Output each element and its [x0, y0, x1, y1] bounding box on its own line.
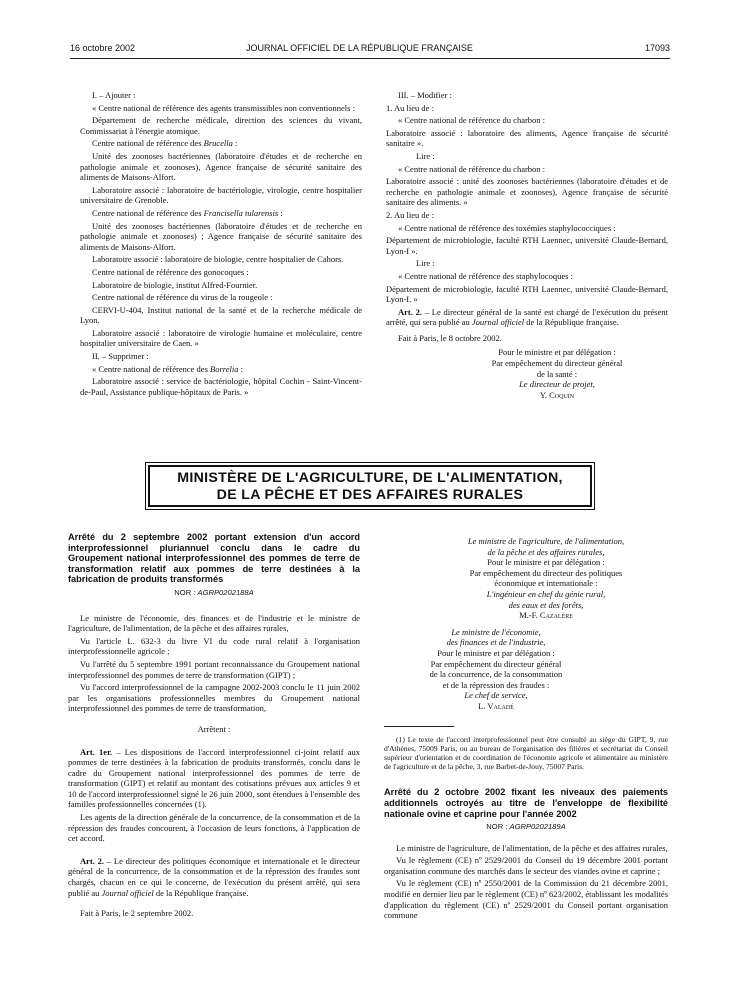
arrete-2-title: Arrêté du 2 octobre 2002 fixant les niveaux des paiements additionnels octroyés au titre de l'enveloppe de flexibilité nationale ovine et caprine pour l'année 2002 — [384, 787, 668, 819]
text-paragraph: 1. Au lieu de : — [386, 102, 434, 113]
text-paragraph: Laboratoire de biologie, institut Alfred-Fournier. — [92, 279, 258, 290]
text-paragraph: Vu le règlement (CE) nº 2550/2001 de la Commission du 21 décembre 2001, modifié en dernier lieu par le règlement (CE) nº 623/2002, établissant les modalités d'application du règlement (CE) nº 2529/2001 du Conseil portant organisation commune — [384, 878, 668, 921]
text-paragraph: Laboratoire associé : laboratoire de biologie, centre hospitalier de Cahors. — [92, 254, 344, 265]
text-paragraph: Centre national de référence des gonocoques : — [92, 266, 249, 277]
top-signature-block — [386, 347, 668, 400]
top-right-column — [386, 90, 668, 400]
nor-label: NOR : — [486, 822, 508, 832]
text-paragraph: Laboratoire associé : service de bactériologie, hôpital Cochin - Saint-Vincent-de-Paul, Assistance publique-hôpitaux de Paris. » — [80, 376, 362, 397]
footnote: (1) Le texte de l'accord interprofessionnel peut être consulté au siège du GIPT, 9, rue d'Athènes, 75009 Paris, ou au bureau de l'organisation des filières et secrétariat du Conseil supérieur d'orientation et de coordination de l'économie agricole et alimentaire au ministère de l'agriculture et de la pêche, 3, rue Barbet-de-Jouy, 75007 Paris. — [384, 734, 668, 772]
text-paragraph: Département de recherche médicale, direction des sciences du vivant, Commissariat à l'énergie atomique. — [80, 115, 362, 136]
arrete-1-nor — [68, 588, 360, 599]
signatory-name: L. Valadé — [478, 700, 514, 711]
signature-line: économique et internationale : — [494, 578, 598, 589]
signature-line: de la pêche et des affaires rurales, — [487, 546, 605, 557]
header-page-number: 17093 — [644, 43, 670, 53]
text-paragraph: Centre national de référence des Francisella tularensis : — [92, 207, 283, 218]
ministry-heading-box — [148, 465, 592, 507]
header-journal-title: JOURNAL OFFICIEL DE LA RÉPUBLIQUE FRANÇAISE — [246, 43, 473, 53]
signature-line: de la santé : — [536, 368, 578, 379]
signature-title: Le directeur de projet, — [519, 379, 595, 390]
text-paragraph: Le ministre de l'agriculture, de l'alimentation, de la pêche et des affaires rurales, — [396, 842, 668, 853]
top-left-column — [80, 90, 362, 399]
signature-line: Le ministre de l'économie, — [451, 626, 541, 637]
text-paragraph: Vu le règlement (CE) nº 2529/2001 du Conseil du 19 décembre 2001 portant organisation commune des marchés dans le secteur des viandes ovine et caprine ; — [384, 855, 668, 876]
text-paragraph: Vu l'article L. 632-3 du livre VI du code rural relatif à l'organisation interprofessionnelle agricole ; — [68, 635, 360, 657]
signature-line: Pour le ministre et par délégation : — [437, 647, 555, 658]
text-paragraph: « Centre national de référence des toxémies staphylococciques : — [398, 222, 616, 233]
text-paragraph: Département de microbiologie, faculté RTH Laennec, université Claude-Bernard, Lyon-I ». — [386, 235, 668, 256]
ministry-heading-line: MINISTÈRE DE L'AGRICULTURE, DE L'ALIMENTATION, — [177, 470, 563, 486]
text-paragraph: CERVI-U-404, Institut national de la santé et de la recherche médicale de Lyon. — [80, 304, 362, 326]
arrete-1-title: Arrêté du 2 septembre 2002 portant extension d'un accord interprofessionnel pluriannuel conclu dans le cadre du Groupement national interprofessionnel des pommes de terre de transformation relatif aux pommes de terre destinées à la fabrication de produits transformés — [68, 532, 360, 585]
section-supprimer: II. – Supprimer : — [92, 351, 149, 362]
signature-line: L'ingénieur en chef du génie rural, — [486, 588, 606, 599]
text-paragraph: « Centre national de référence du charbon : — [398, 163, 546, 174]
text-paragraph: « Centre national de référence des Borrelia : — [92, 363, 243, 374]
text-paragraph: 2. Au lieu de : — [386, 209, 434, 220]
signature-line: Par empêchement du directeur des politiques — [469, 567, 623, 578]
page-header — [70, 43, 670, 57]
text-paragraph: Vu l'accord interprofessionnel de la campagne 2002-2003 conclu le 11 juin 2002 par les organisations professionnelles membres du Groupement national interprofessionnel des pommes de terre de transformation, — [68, 682, 360, 714]
text-paragraph: Laboratoire associé : laboratoire des aliments, Agence française de sécurité sanitaire ». — [386, 127, 668, 149]
economy-signature-block — [384, 627, 668, 712]
text-paragraph: Laboratoire associé : laboratoire de bactériologie, virologie, centre hospitalier universitaire de Grenoble. — [80, 184, 362, 206]
text-paragraph: Unité des zoonoses bactériennes (laboratoire d'études et de recherche en pathologie animale et zoonoses) ; Agence française de sécurité sanitaire des aliments de Maisons-Alfort. — [80, 220, 362, 252]
header-date: 16 octobre 2002 — [70, 43, 136, 53]
signature-line: Par empêchement du directeur général — [491, 358, 623, 369]
text-paragraph: Laboratoire associé : unité des zoonoses bactériennes (laboratoire d'études et de recherche en pathologie animale et zoonoses), Agence française de sécurité sanitaire des aliments. » — [386, 176, 668, 208]
article-label: Art. 2. — [80, 855, 105, 866]
text-paragraph: Centre national de référence des Brucella : — [92, 138, 238, 149]
text-paragraph: Lire : — [416, 150, 435, 161]
nor-code: AGRP0202189A — [509, 822, 566, 832]
text-paragraph: Centre national de référence du virus de la rougeole : — [92, 292, 273, 303]
nor-label: NOR : — [174, 587, 196, 597]
text-paragraph: « Centre national de référence des staphylocoques : — [398, 270, 573, 281]
ministry-heading-line: DE LA PÊCHE ET DES AFFAIRES RURALES — [216, 487, 524, 503]
article-2-paragraph: Art. 2. – Le directeur des politiques économique et internationale et le directeur général de la concurrence, de la consommation et de la répression des fraudes sont chargés, chacun en ce qui le concerne, de l'exécution du présent arrêté, qui sera publié au Journal officiel de la République française. — [68, 855, 360, 898]
arrete-2-nor — [384, 822, 668, 833]
text-paragraph: Laboratoire associé : laboratoire de virologie humaine et moléculaire, centre hospitalier universitaire de Caen. » — [80, 327, 362, 349]
signatory-name: M.-F. Cazalère — [519, 610, 573, 621]
signatory-name: Y. Coquin — [539, 389, 575, 400]
section-modifier: III. – Modifier : — [398, 90, 452, 100]
arretent-heading: Arrêtent : — [197, 723, 231, 734]
nor-code: AGRP0202188A — [197, 587, 254, 597]
fait-a-paris: Fait à Paris, le 8 octobre 2002. — [398, 332, 502, 343]
signature-line: Par empêchement du directeur général — [430, 658, 562, 669]
section-ajouter: I. – Ajouter : — [92, 90, 136, 100]
signature-line: de la concurrence, de la consommation — [429, 669, 563, 680]
text-paragraph: Les agents de la direction générale de la concurrence, de la consommation et de la répression des fraudes concourent, à l'occasion de leurs fonctions, à l'application de cet accord. — [68, 812, 360, 844]
bottom-left-column — [68, 532, 360, 921]
agriculture-signature-block — [384, 536, 668, 621]
article-label: Art. 1er. — [80, 746, 113, 757]
article-2-paragraph: Art. 2. – Le directeur général de la santé est chargé de l'exécution du présent arrêté, qui sera publié au Journal officiel de la République française. — [386, 306, 668, 328]
text-paragraph: « Centre national de référence du charbon : — [398, 115, 546, 126]
signature-line: et de la répression des fraudes : — [442, 679, 550, 690]
header-rule — [70, 58, 670, 59]
bottom-right-column — [384, 536, 668, 923]
signature-line: des eaux et des forêts, — [508, 599, 584, 610]
text-paragraph: Le ministre de l'économie, des finances et de l'industrie et le ministre de l'agriculture, de l'alimentation, de la pêche et des affaires rurales, — [68, 612, 360, 634]
text-paragraph: Département de microbiologie, faculté RTH Laennec, université Claude-Bernard, Lyon-I. » — [386, 283, 668, 305]
text-paragraph: Unité des zoonoses bactériennes (laboratoire d'études et de recherche en pathologie animale et zoonoses), Agence française de sécurité sanitaire des aliments de Maisons-Alfort. — [80, 150, 362, 183]
signature-line: des finances et de l'industrie, — [446, 637, 546, 648]
article-1-paragraph — [68, 747, 360, 811]
signature-line: Pour le ministre et par délégation : — [487, 557, 605, 568]
text-paragraph: Lire : — [416, 258, 435, 269]
signature-line: Le chef de service, — [464, 690, 528, 701]
text-paragraph: « Centre national de référence des agents transmissibles non conventionnels : — [92, 102, 355, 113]
fait-a-paris: Fait à Paris, le 2 septembre 2002. — [80, 908, 194, 919]
signature-line: Pour le ministre et par délégation : — [498, 347, 616, 358]
signature-line: Le ministre de l'agriculture, de l'alimentation, — [467, 536, 625, 546]
article-text: – Les dispositions de l'accord interprofessionnel ci-joint relatif aux pommes de terre destinées à la fabrication de produits transformés, conclu dans le cadre du Groupement national interprofessionnel des pommes de terre de transformation (GIPT) et relatif au montant des cotisations prévues aux articles 9 et 10 de l'accord interprofessionnel signé le 26 juin 2000, sont étendues à l'ensemble des familles professionnelles concernées (1). — [68, 746, 360, 810]
footnote-rule — [384, 726, 454, 727]
text-paragraph: Vu l'arrêté du 5 septembre 1991 portant reconnaissance du Groupement national interprofessionnel des pommes de terre de transformation (GIPT) ; — [68, 658, 360, 680]
